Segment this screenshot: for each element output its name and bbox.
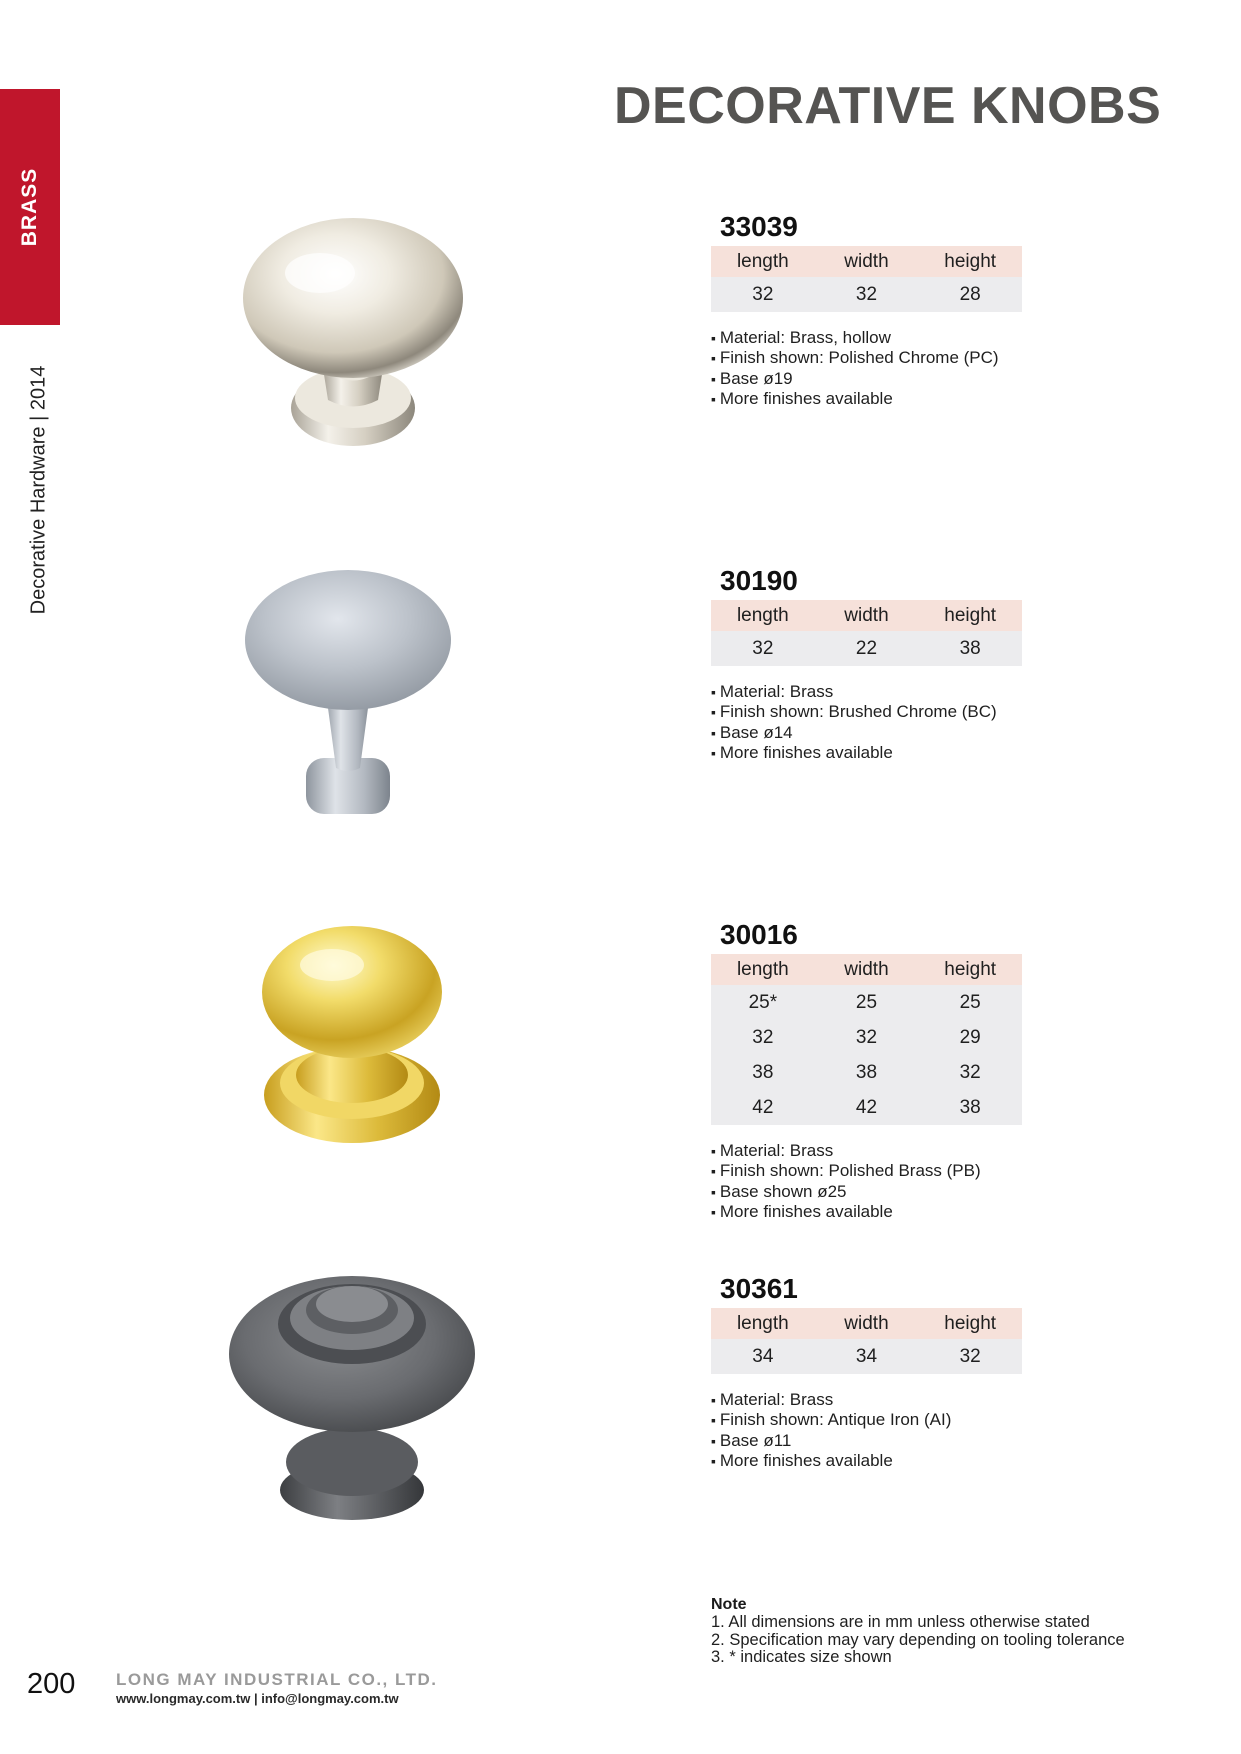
product-code: 30190: [720, 565, 798, 596]
cell-length: 32: [711, 1020, 815, 1055]
bullet-base: ▪ Base ø11: [711, 1431, 1041, 1451]
bullet-base: ▪ Base ø14: [711, 723, 1041, 743]
header-height: height: [918, 954, 1022, 985]
company-name: LONG MAY INDUSTRIAL CO., LTD.: [116, 1670, 438, 1689]
table-row: [711, 277, 1022, 312]
cell-length: 34: [711, 1339, 815, 1374]
bullet-finish: ▪ Finish shown: Brushed Chrome (BC): [711, 702, 1041, 722]
product-code: 30361: [720, 1273, 798, 1304]
bullet-more: ▪ More finishes available: [711, 1202, 1041, 1222]
cell-width: 42: [815, 1090, 919, 1125]
cell-width: 25: [815, 985, 919, 1020]
cell-height: 32: [918, 1339, 1022, 1374]
header-width: width: [815, 1308, 919, 1339]
bullet-material: ▪ Material: Brass, hollow: [711, 328, 1041, 348]
spec-bullets: [711, 1141, 1041, 1222]
category-label: BRASS: [18, 167, 41, 247]
table-header-row: [711, 954, 1022, 985]
header-width: width: [815, 954, 919, 985]
bullet-material: ▪ Material: Brass: [711, 682, 1041, 702]
header-height: height: [918, 1308, 1022, 1339]
spec-bullets: [711, 1390, 1041, 1471]
cell-height: 32: [918, 1055, 1022, 1090]
header-length: length: [711, 246, 815, 277]
note-title: Note: [711, 1596, 747, 1613]
table-row: [711, 1020, 1022, 1055]
spec-table: [711, 1308, 1022, 1374]
cell-length: 42: [711, 1090, 815, 1125]
cell-length: 38: [711, 1055, 815, 1090]
table-header-row: [711, 600, 1022, 631]
table-row: [711, 1090, 1022, 1125]
bullet-base: ▪ Base shown ø25: [711, 1182, 1041, 1202]
bullet-finish: ▪ Finish shown: Polished Chrome (PC): [711, 348, 1041, 368]
header-width: width: [815, 246, 919, 277]
note-line: 2. Specification may vary depending on tooling tolerance: [711, 1630, 1125, 1649]
note-block: [711, 1595, 1161, 1667]
note-line: 1. All dimensions are in mm unless otherwise stated: [711, 1613, 1090, 1631]
bullet-base: ▪ Base ø19: [711, 369, 1041, 389]
table-row: [711, 985, 1022, 1020]
cell-width: 34: [815, 1339, 919, 1374]
bullet-more: ▪ More finishes available: [711, 743, 1041, 763]
spec-table: [711, 954, 1022, 1125]
spec-table: [711, 246, 1022, 312]
cell-length: 32: [711, 277, 815, 312]
cell-height: 38: [918, 1090, 1022, 1125]
bullet-more: ▪ More finishes available: [711, 1451, 1041, 1471]
table-header-row: [711, 1308, 1022, 1339]
cell-height: 25: [918, 985, 1022, 1020]
header-length: length: [711, 600, 815, 631]
spec-bullets: [711, 328, 1041, 409]
cell-height: 29: [918, 1020, 1022, 1055]
cell-length: 32: [711, 631, 815, 666]
product-33039: [711, 210, 1041, 409]
contact-info: www.longmay.com.tw | info@longmay.com.tw: [116, 1691, 399, 1706]
table-row: [711, 1339, 1022, 1374]
product-30190: [711, 564, 1041, 763]
spec-bullets: [711, 682, 1041, 763]
product-code: 30016: [720, 919, 798, 950]
bullet-more: ▪ More finishes available: [711, 389, 1041, 409]
cell-width: 38: [815, 1055, 919, 1090]
spec-table: [711, 600, 1022, 666]
table-header-row: [711, 246, 1022, 277]
bullet-finish: ▪ Finish shown: Antique Iron (AI): [711, 1410, 1041, 1430]
cell-width: 32: [815, 277, 919, 312]
cell-height: 38: [918, 631, 1022, 666]
table-row: [711, 631, 1022, 666]
polished-chrome-knob-image: [240, 218, 466, 450]
product-30016: [711, 918, 1041, 1222]
polished-brass-knob-image: [262, 925, 442, 1145]
header-height: height: [918, 246, 1022, 277]
page-title: DECORATIVE KNOBS: [614, 77, 1162, 135]
bullet-finish: ▪ Finish shown: Polished Brass (PB): [711, 1161, 1041, 1181]
cell-width: 32: [815, 1020, 919, 1055]
product-30361: [711, 1272, 1041, 1471]
note-line: 3. * indicates size shown: [711, 1648, 892, 1666]
cell-height: 28: [918, 277, 1022, 312]
header-width: width: [815, 600, 919, 631]
header-height: height: [918, 600, 1022, 631]
cell-width: 22: [815, 631, 919, 666]
table-row: [711, 1055, 1022, 1090]
cell-length: 25*: [711, 985, 815, 1020]
bullet-material: ▪ Material: Brass: [711, 1141, 1041, 1161]
header-length: length: [711, 954, 815, 985]
catalog-caption: Decorative Hardware | 2014: [27, 365, 50, 615]
header-length: length: [711, 1308, 815, 1339]
brushed-chrome-knob-image: [244, 568, 454, 820]
product-code: 33039: [720, 211, 798, 242]
antique-iron-knob-image: [228, 1272, 476, 1524]
page-number: 200: [27, 1668, 76, 1700]
bullet-material: ▪ Material: Brass: [711, 1390, 1041, 1410]
